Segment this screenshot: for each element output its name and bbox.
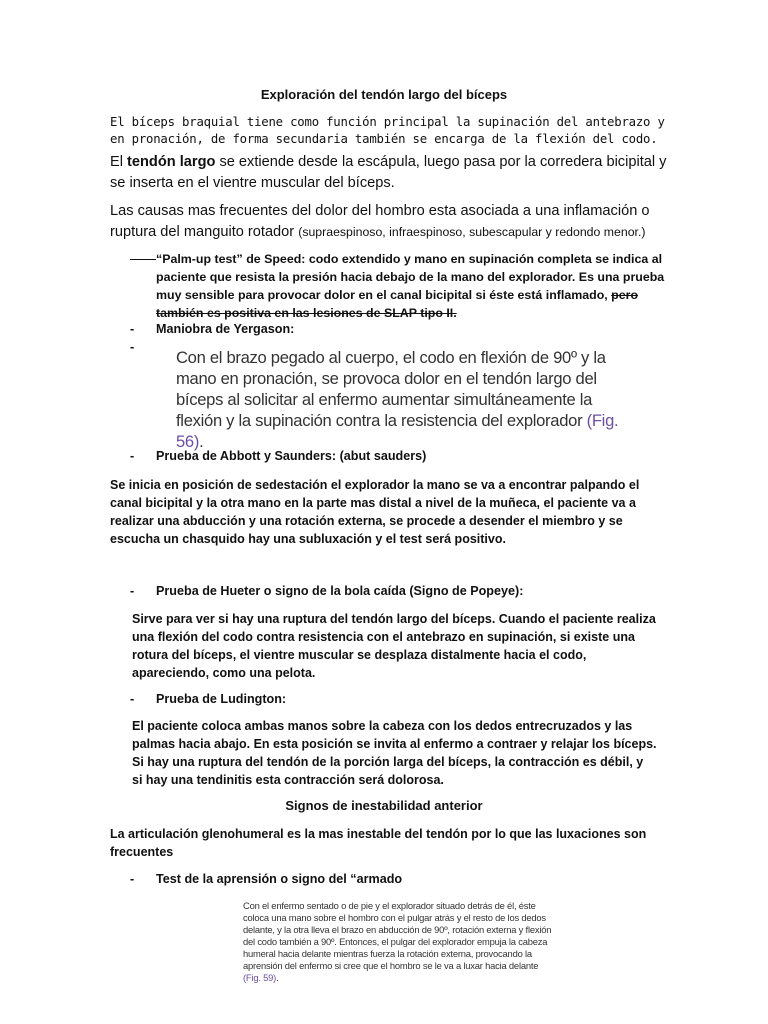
yergason-quote: [176, 347, 636, 452]
speed-lead-line: [130, 250, 156, 260]
abbott-label: Prueba de Abbott y Saunders: (abut sauders): [156, 449, 427, 463]
apprehension-label: Test de la aprensión o signo del “armado: [156, 872, 403, 886]
speed-line-1-text: “Palm-up test” de Speed: codo extendido y mano en supinación completa se indica al: [156, 252, 663, 266]
fig-59-reference: (Fig. 59): [243, 972, 277, 983]
speed-strike-text: pero: [611, 288, 639, 302]
bullet-dash: -: [130, 340, 135, 354]
page-title: Exploración del tendón largo del bíceps: [260, 87, 508, 102]
instability-heading: Signos de inestabilidad anterior: [285, 798, 483, 813]
causes-small-text: (supraespinoso, infraespinoso, subescapular y redondo menor.): [298, 225, 646, 239]
apprehension-quote: [243, 900, 555, 984]
yergason-label: Maniobra de Yergason:: [156, 322, 295, 336]
apprehension-quote-end: .: [276, 972, 279, 983]
apprehension-quote-text: Con el enfermo sentado o de pie y el explorador situado detrás de él, éste coloca una mano sobre el hombro con el pulgar atrás y el resto de los dedos delante, y la otra lleva el brazo en abducción de 90º, rotación externa y flexión del codo también a 90º. Entonces, el pulgar del explorador empuja la cabeza humeral hacia delante mientras fuerza la rotación externa, provocando la aprensión del enfermo si cree que el hombro se le va a luxar hacia delante: [243, 900, 552, 971]
tendon-text-after: se extiende desde la escápula, luego pasa por la corredera bicipital y se inserta en el vientre muscular del bíceps.: [110, 154, 667, 191]
bullet-dash: -: [130, 872, 135, 886]
ludington-label: Prueba de Ludington:: [156, 692, 287, 706]
hueter-label: Prueba de Hueter o signo de la bola caída (Signo de Popeye):: [156, 584, 524, 598]
bullet-abbott: [130, 447, 426, 465]
bullet-dash: -: [130, 692, 135, 706]
bullet-dash: -: [130, 584, 135, 598]
speed-line-2: paciente que resista la presión hacia debajo de la mano del explorador. Es una prueba: [156, 270, 665, 284]
hueter-paragraph: Sirve para ver si hay una ruptura del tendón largo del bíceps. Cuando el paciente realiza una flexión del codo contra resistencia con el antebrazo en supinación, si existe una rotura del bíceps, el vientre muscular se desplaza distalmente hacia el codo, apareciendo, como una pelota.: [132, 612, 656, 680]
causes-main-text: Las causas mas frecuentes del dolor del hombro esta asociada a una inflamación o ruptura del manguito rotador: [110, 203, 650, 240]
bullet-dash: -: [130, 322, 135, 336]
speed-line-3: [130, 286, 670, 304]
tendon-bold-term: tendón largo: [127, 154, 216, 170]
fig-56-reference: (Fig. 56): [176, 411, 619, 451]
causes-paragraph: [110, 201, 670, 243]
bullet-dash: -: [130, 449, 135, 463]
bullet-hueter: [130, 582, 523, 600]
glenohumeral-paragraph: La articulación glenohumeral es la mas inestable del tendón por lo que las luxaciones son frecuentes: [110, 827, 647, 859]
bullet-apprehension: [130, 870, 402, 888]
speed-line-4: también es positiva en las lesiones de SLAP tipo II.: [156, 306, 457, 320]
yergason-quote-text: Con el brazo pegado al cuerpo, el codo en flexión de 90º y la mano en pronación, se provoca dolor en el tendón largo del bíceps al solicitar al enfermo aumentar simultáneamente la flexión y la supinación contra la resistencia del explorador: [176, 348, 606, 430]
speed-line-1: [130, 250, 670, 268]
yergason-quote-end: .: [199, 432, 204, 451]
intro-paragraph: El bíceps braquial tiene como función principal la supinación del antebrazo y en pronación, de forma secundaria también se encarga de la flexión del codo.: [110, 115, 665, 146]
bullet-ludington: [130, 690, 286, 708]
abbott-paragraph: Se inicia en posición de sedestación el explorador la mano se va a encontrar palpando el canal bicipital y la otra mano en la parte mas distal a nivel de la muñeca, el paciente va a realizar una abducción y una rotación externa, se procede a desender el miembro y se escucha un chasquido hay una subluxación y el test será positivo.: [110, 478, 640, 546]
speed-test-item: [130, 250, 670, 322]
bullet-empty: [130, 338, 156, 356]
ludington-paragraph: El paciente coloca ambas manos sobre la cabeza con los dedos entrecruzados y las palmas hacia abajo. En esta posición se invita al enfermo a contraer y relajar los bíceps. Si hay una ruptura del tendón de la porción larga del bíceps, la contracción es débil, y si hay una tendinitis esta contracción será dolorosa.: [132, 719, 657, 787]
bullet-yergason: [130, 320, 294, 338]
speed-line-3-text: muy sensible para provocar dolor en el canal bicipital si éste está inflamado,: [156, 288, 612, 302]
tendon-text-before: El: [110, 154, 128, 170]
tendon-paragraph: [110, 152, 670, 194]
